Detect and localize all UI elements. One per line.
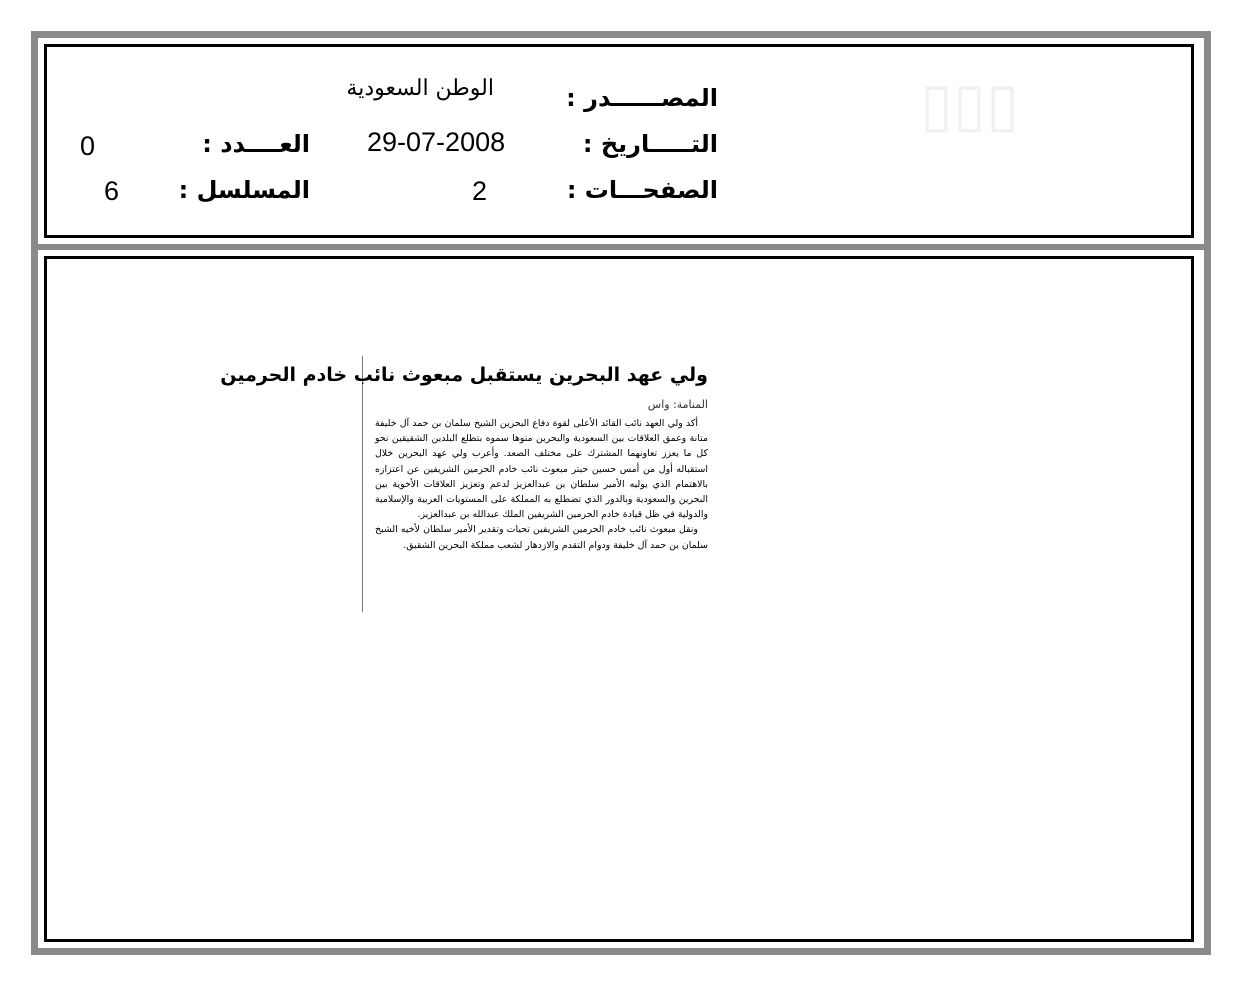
issue-label: العــــدد : <box>202 130 310 158</box>
article-paragraph: أكد ولي العهد نائب القائد الأعلى لقوة دفاع البحرين الشيخ سلمان بن حمد آل خليفة متانة وعمق العلاقات بين السعودية والبحرين منوها سموه بتطلع البلدين الشقيقين نحو كل ما يعزز تعاونهما المشترك على مختلف الصعد. وأعرب ولي عهد البحرين خلال استقباله أول من أمس حسين حبتر مبعوث نائب خادم الحرمين الشريفين عن اعتزازه بالاهتمام الذي يوليه الأمير سلطان بن عبدالعزيز لدعم وتعزيز العلاقات الأخوية بين البحرين والسعودية وبالدور الذي تضطلع به المملكة على المستويات العربية والإسلامية والدولية في ظل قيادة خادم الحرمين الشريفين الملك عبدالله بن عبدالعزيز. <box>375 418 708 521</box>
source-label: المصــــــدر : <box>566 84 718 112</box>
date-value: 29-07-2008 <box>367 127 506 157</box>
article-dateline: المنامة: واس <box>647 398 708 411</box>
pages-label: الصفحـــات : <box>566 176 718 204</box>
article-clipping <box>220 356 708 612</box>
source-value: الوطن السعودية <box>346 76 494 101</box>
pages-value: 2 <box>472 176 488 206</box>
article-paragraph: ونقل مبعوث نائب خادم الحرمين الشريفين تحيات وتقدير الأمير سلطان لأخيه الشيخ سلمان بن حمد آل خليفة ودوام التقدم والازدهار لشعب مملكة البحرين الشقيق. <box>375 524 708 551</box>
watermark-logo: ▯▯▯ <box>920 70 1020 140</box>
serial-value: 6 <box>104 176 120 206</box>
article-title: ولي عهد البحرين يستقبل مبعوث نائب خادم الحرمين <box>220 364 708 386</box>
date-label: التـــــاريخ : <box>582 130 718 158</box>
article-body <box>375 416 708 553</box>
serial-label: المسلسل : <box>178 176 310 204</box>
issue-value: 0 <box>80 131 96 161</box>
